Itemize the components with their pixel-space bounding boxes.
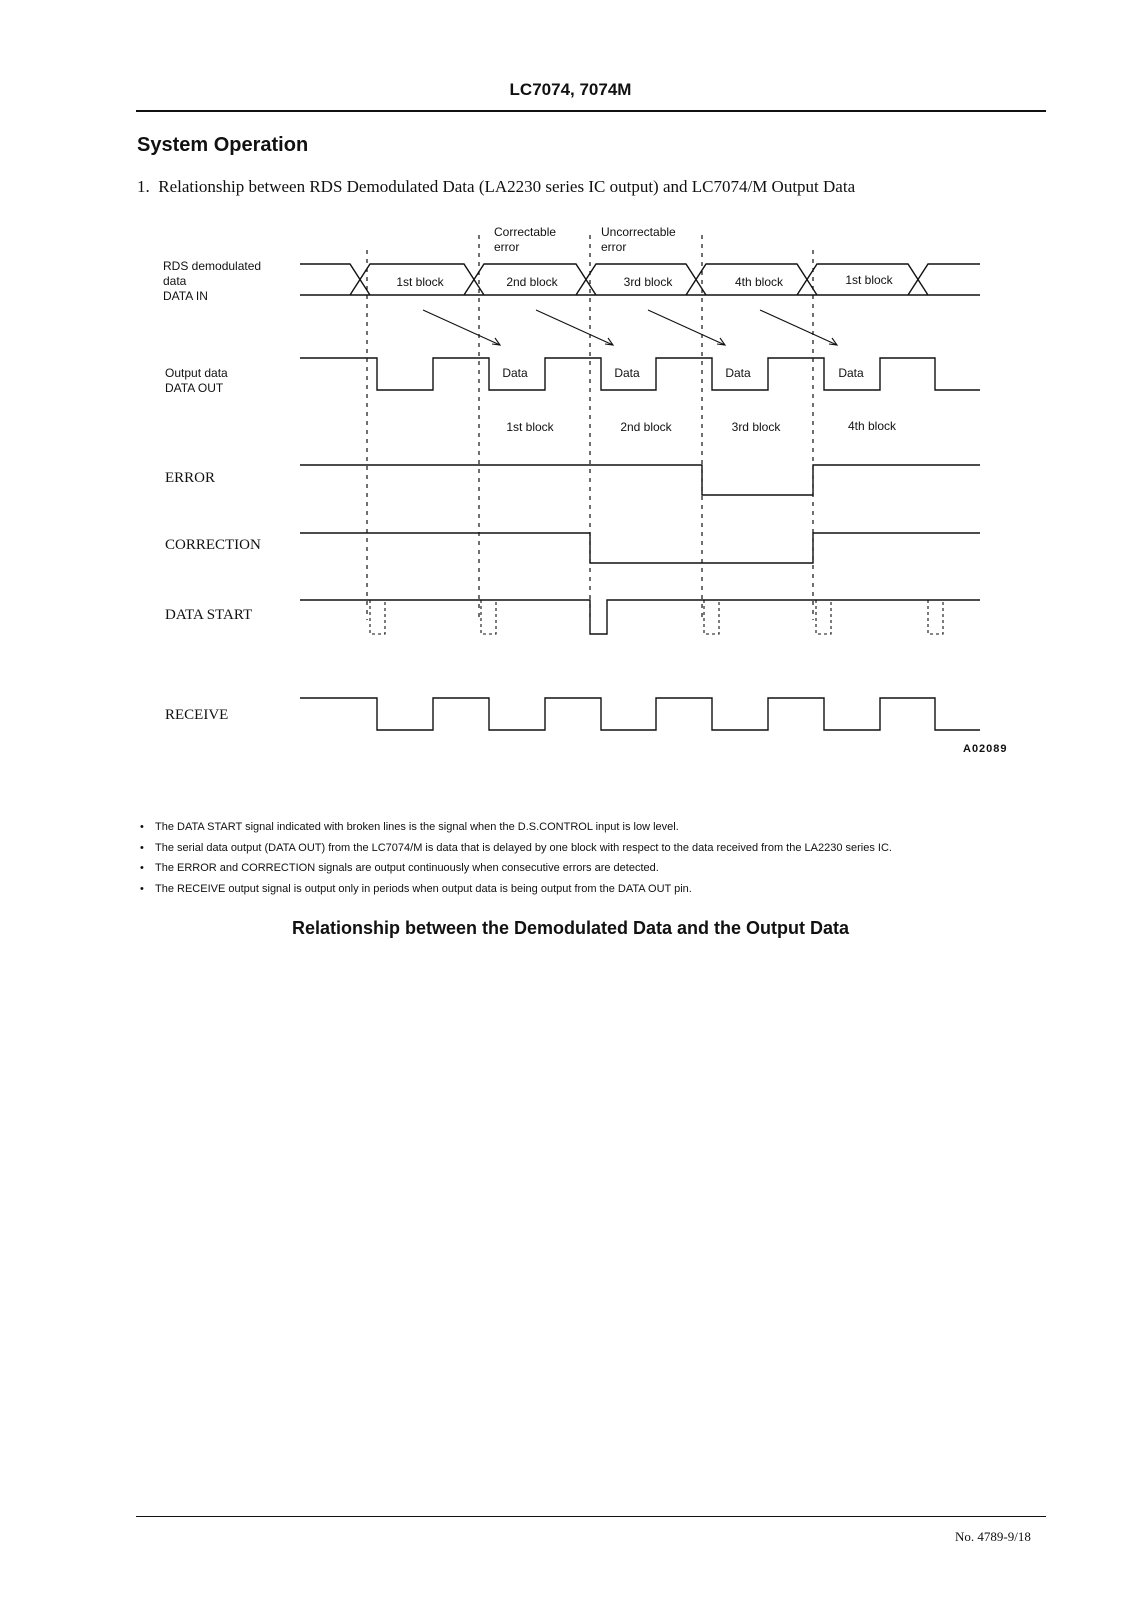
input-block-label: 3rd block: [623, 275, 673, 289]
input-block-label: 1st block: [396, 275, 444, 289]
correctable-error-annotation: Correctable error: [494, 225, 557, 254]
data-in-label: RDS demodulated data DATA IN: [163, 259, 262, 303]
input-block-label: 4th block: [734, 275, 784, 289]
delay-arrows: [423, 310, 837, 345]
section-title: System Operation: [137, 134, 309, 156]
output-block-label: 3rd block: [731, 420, 781, 434]
output-block-label: 1st block: [506, 420, 554, 434]
output-data-label: Data: [838, 366, 864, 380]
subsection-title: 1. Relationship between RDS Demodulated Data (LA2230 series IC output) and LC7074/M Output Data: [137, 177, 856, 196]
output-data-label: Data: [502, 366, 528, 380]
error-waveform: [300, 465, 980, 495]
data-start-dashed-pulses: [370, 600, 943, 634]
page-header-title: LC7074, 7074M: [509, 80, 632, 99]
data-out-waveform: [300, 358, 980, 390]
receive-label: RECEIVE: [165, 707, 229, 723]
output-data-label: Data: [614, 366, 640, 380]
input-block-label: 2nd block: [506, 275, 558, 289]
data-start-label: DATA START: [165, 607, 253, 623]
note-item: • The serial data output (DATA OUT) from the LC7074/M is data that is delayed by one block with respect to the data received from the LA2230 series IC.: [140, 838, 1060, 859]
output-block-label: 4th block: [847, 419, 897, 433]
receive-waveform: [300, 698, 980, 730]
page-number: No. 4789-9/18: [955, 1529, 1031, 1544]
output-data-label: Data: [725, 366, 751, 380]
footer-rule: [136, 1516, 1046, 1517]
correction-waveform: [300, 533, 980, 563]
input-block-label: 1st block: [845, 273, 893, 287]
notes-list: [140, 817, 1060, 899]
figure-id: A02089: [963, 743, 1008, 755]
error-label: ERROR: [165, 470, 216, 486]
timing-diagram: [0, 0, 1141, 780]
output-block-label: 2nd block: [620, 420, 672, 434]
data-out-label: Output data DATA OUT: [165, 366, 228, 395]
note-item: • The ERROR and CORRECTION signals are output continuously when consecutive errors are detected.: [140, 858, 1060, 879]
note-item: • The RECEIVE output signal is output only in periods when output data is being output from the DATA OUT pin.: [140, 879, 1060, 900]
uncorrectable-error-annotation: Uncorrectable error: [601, 225, 676, 254]
correction-label: CORRECTION: [165, 537, 261, 553]
note-item: • The DATA START signal indicated with broken lines is the signal when the D.S.CONTROL input is low level.: [140, 817, 1060, 838]
data-start-waveform: [300, 600, 980, 634]
figure-caption: Relationship between the Demodulated Data and the Output Data: [291, 918, 850, 938]
